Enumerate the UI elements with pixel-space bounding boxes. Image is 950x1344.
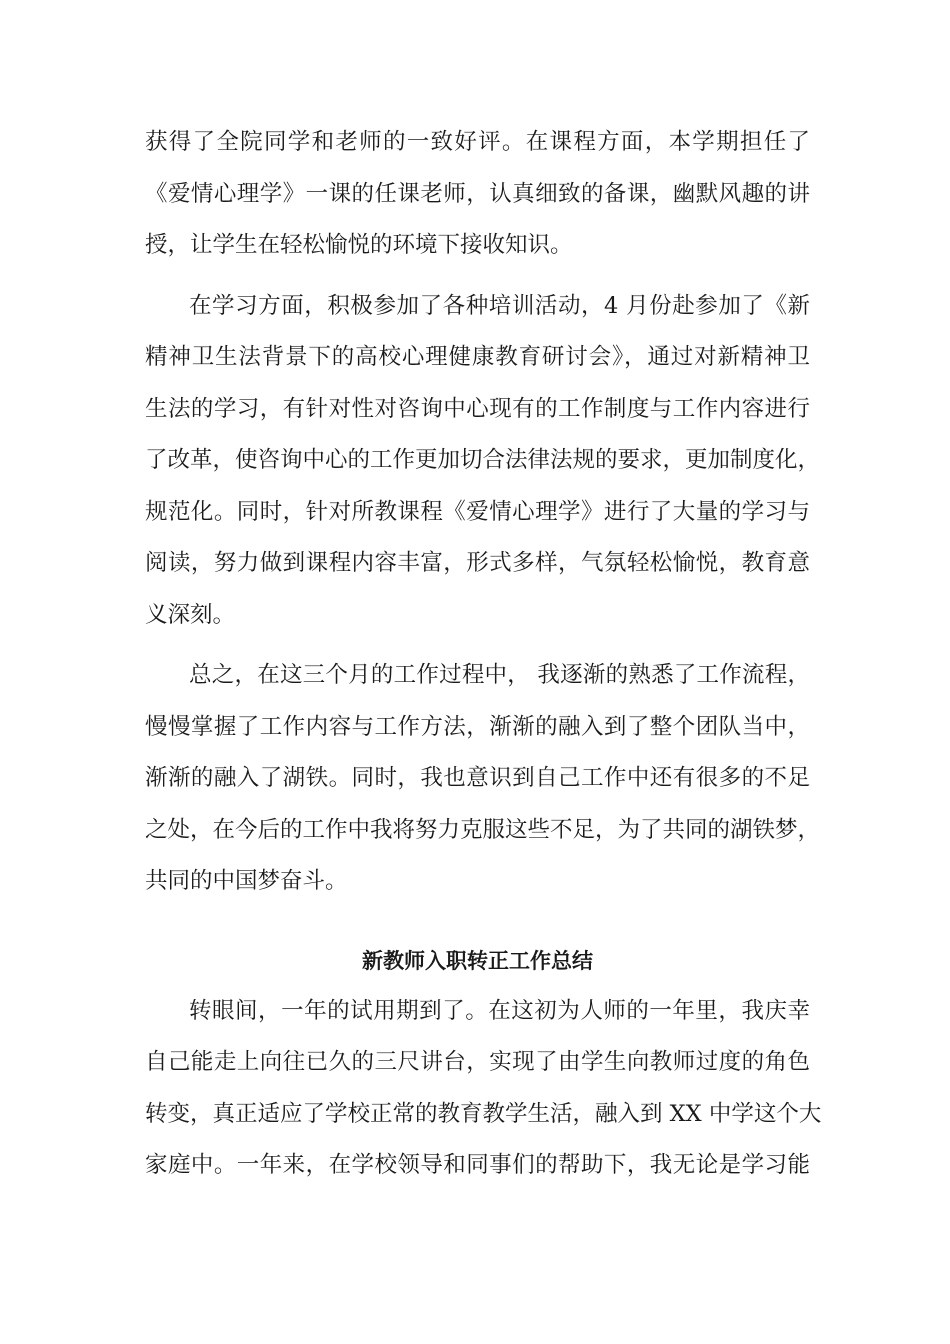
paragraph-2	[145, 281, 821, 642]
text-line: 生法的学习，有针对性对咨询中心现有的工作制度与工作内容进行	[145, 395, 810, 422]
paragraph-1	[145, 117, 810, 272]
text-line: 家庭中。一年来，在学校领导和同事们的帮助下，我无论是学习能	[145, 1152, 810, 1178]
text-line: 了改革，使咨询中心的工作更加切合法律法规的要求，更加制度化，	[145, 447, 821, 473]
text-line: 总之，在这三个月的工作过程中， 我逐渐的熟悉了工作流程，	[189, 662, 810, 688]
text-line: 转变，真正适应了学校正常的教育教学生活，融入到 XX 中学这个大	[145, 1100, 822, 1127]
text-line: 慢慢掌握了工作内容与工作方法，渐渐的融入到了整个团队当中，	[145, 713, 810, 740]
section-gap	[145, 908, 810, 936]
paragraph-3	[145, 650, 821, 908]
text-line: 规范化。同时，针对所教课程《爱情心理学》进行了大量的学习与	[145, 498, 810, 525]
text-line: 之处，在今后的工作中我将努力克服这些不足，为了共同的湖铁梦，	[145, 816, 821, 843]
text-line: 获得了全院同学和老师的一致好评。在课程方面，本学期担任了	[145, 129, 810, 155]
text-line: 义深刻。	[145, 601, 236, 628]
text-line: 精神卫生法背景下的高校心理健康教育研讨会》，通过对新精神卫	[145, 344, 810, 370]
paragraph-4	[145, 986, 822, 1192]
text-line: 共同的中国梦奋斗。	[145, 868, 348, 894]
text-line: 阅读，努力做到课程内容丰富，形式多样，气氛轻松愉悦，教育意	[145, 550, 810, 576]
text-line: 在学习方面，积极参加了各种培训活动，4 月份赴参加了《新	[189, 292, 810, 319]
paragraph-gap	[145, 641, 810, 650]
document-body	[145, 117, 822, 1192]
text-line: 授，让学生在轻松愉悦的环境下接收知识。	[145, 232, 573, 258]
text-line: 转眼间，一年的试用期到了。在这初为人师的一年里，我庆幸	[189, 997, 810, 1024]
text-line: 渐渐的融入了湖铁。同时，我也意识到自己工作中还有很多的不足	[145, 765, 810, 791]
text-line: 自己能走上向往已久的三尺讲台，实现了由学生向教师过度的角色	[145, 1049, 810, 1075]
paragraph-gap	[145, 272, 810, 281]
section-title: 新教师入职转正工作总结	[362, 948, 593, 973]
text-line: 《爱情心理学》一课的任课老师，认真细致的备课，幽默风趣的讲	[145, 180, 810, 207]
